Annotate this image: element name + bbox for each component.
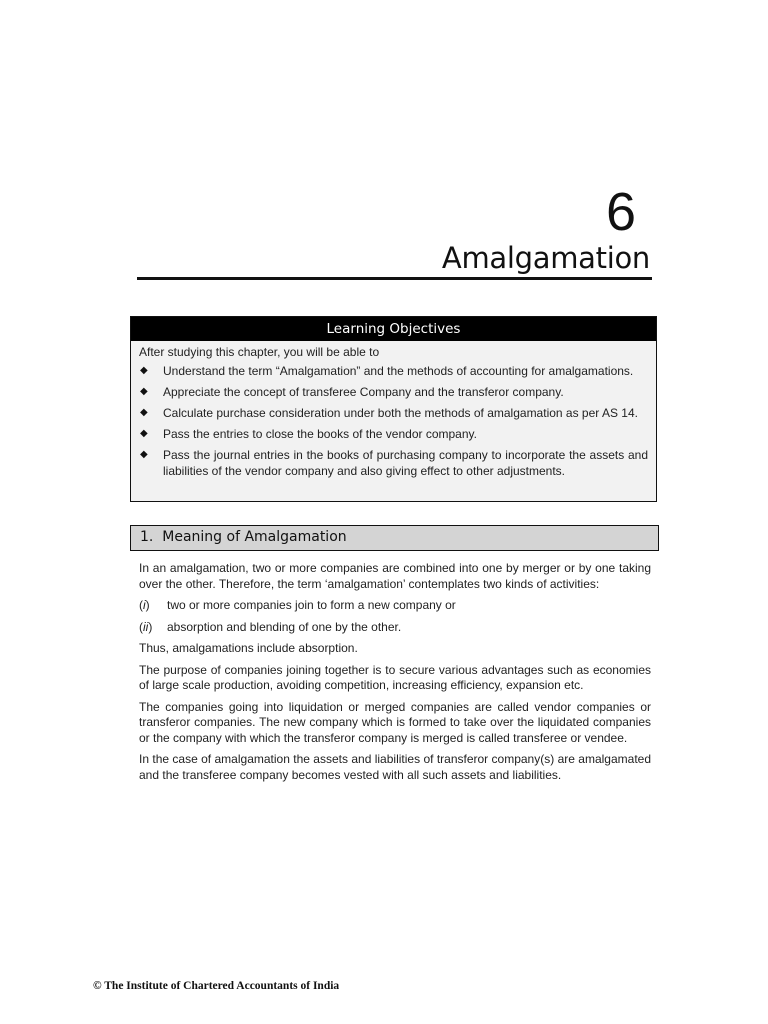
objective-text: Pass the journal entries in the books of purchasing company to incorporate the assets and liabilities of the vendor company and also giving effect to other adjustments. xyxy=(163,448,648,478)
learning-objectives-intro: After studying this chapter, you will be able to xyxy=(139,345,380,359)
section-body xyxy=(139,561,651,789)
enumerated-item xyxy=(139,598,651,614)
diamond-bullet-icon: ◆ xyxy=(140,407,148,418)
paragraph: Thus, amalgamations include absorption. xyxy=(139,641,358,655)
chapter-title: Amalgamation xyxy=(441,241,650,275)
list-item xyxy=(131,361,656,382)
list-item xyxy=(131,403,656,424)
diamond-bullet-icon: ◆ xyxy=(140,449,148,460)
enum-text: absorption and blending of one by the other. xyxy=(167,619,402,634)
list-item xyxy=(131,445,656,482)
diamond-bullet-icon: ◆ xyxy=(140,386,148,397)
paragraph: In an amalgamation, two or more companies are combined into one by merger or by one taking over the other. Therefore, the term ‘amalgamation’ contemplates two kinds of activities: xyxy=(139,561,651,591)
learning-objectives-header: Learning Objectives xyxy=(131,317,656,341)
section-heading: 1. Meaning of Amalgamation xyxy=(130,525,659,551)
enumerated-item xyxy=(139,620,651,636)
enum-text: two or more companies join to form a new company or xyxy=(167,598,456,612)
objective-text: Calculate purchase consideration under both the methods of amalgamation as per AS 14. xyxy=(163,406,638,420)
list-item xyxy=(131,424,656,445)
diamond-bullet-icon: ◆ xyxy=(140,365,148,376)
title-divider xyxy=(137,277,652,280)
paragraph: The purpose of companies joining together is to secure various advantages such as economies of large scale production, avoiding competition, increasing efficiency, expansion etc. xyxy=(139,662,651,692)
objective-text: Pass the entries to close the books of the vendor company. xyxy=(163,427,477,441)
chapter-number: 6 xyxy=(605,182,636,242)
paragraph: The companies going into liquidation or merged companies are called vendor companies or transferor companies. The new company which is formed to take over the liquidated companies or the company with which the transferor company is merged is called transferee or vendee. xyxy=(139,699,651,745)
learning-objectives-list xyxy=(131,361,656,482)
enum-label: (ii) xyxy=(139,619,153,634)
objective-text: Understand the term “Amalgamation” and the methods of accounting for amalgamations. xyxy=(163,364,634,378)
objective-text: Appreciate the concept of transferee Company and the transferor company. xyxy=(163,385,564,399)
list-item xyxy=(131,382,656,403)
diamond-bullet-icon: ◆ xyxy=(140,428,148,439)
enum-label: (i) xyxy=(139,598,150,612)
paragraph: In the case of amalgamation the assets and liabilities of transferor company(s) are amalgamated and the transferee company becomes vested with all such assets and liabilities. xyxy=(139,752,651,782)
learning-objectives-box xyxy=(130,316,657,502)
copyright-footer: © The Institute of Chartered Accountants of India xyxy=(93,980,340,992)
